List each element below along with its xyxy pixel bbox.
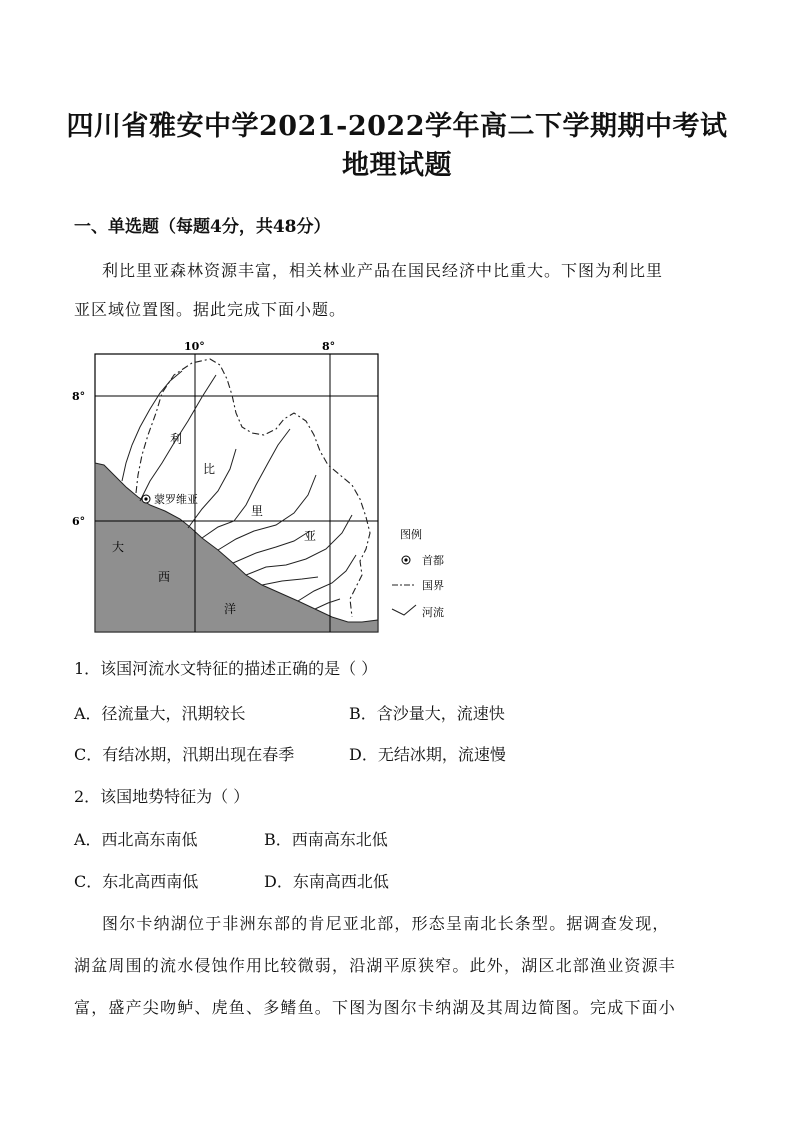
ocean-char-yang: 洋 bbox=[224, 602, 237, 616]
legend-capital-label: 首都 bbox=[422, 554, 444, 567]
intro1-line1: 利比里亚森林资源丰富，相关林业产品在国民经济中比重大。下图为利比里 bbox=[102, 261, 664, 280]
document-title-line2: 地理试题 bbox=[342, 150, 452, 181]
question-1-option-c[interactable]: C．有结冰期，汛期出现在春季 bbox=[74, 745, 295, 764]
question-2-option-a[interactable]: A．西北高东南低 bbox=[74, 830, 198, 849]
question-2-option-d[interactable]: D．东南高西北低 bbox=[264, 872, 389, 891]
country-char-li2: 里 bbox=[251, 504, 264, 518]
liberia-location-map bbox=[70, 335, 470, 640]
intro1-line2: 亚区域位置图。据此完成下面小题。 bbox=[74, 300, 347, 319]
country-char-bi: 比 bbox=[203, 462, 216, 476]
legend-river-symbol bbox=[392, 605, 416, 615]
legend-capital-symbol-inner bbox=[404, 558, 407, 561]
question-1-option-d[interactable]: D．无结冰期，流速慢 bbox=[349, 745, 506, 764]
lat-label-6: 6° bbox=[72, 515, 86, 528]
intro2-line1: 图尔卡纳湖位于非洲东部的肯尼亚北部，形态呈南北长条型。据调查发现， bbox=[102, 914, 670, 933]
country-char-ya: 亚 bbox=[304, 529, 317, 543]
question-1-option-b[interactable]: B．含沙量大，流速快 bbox=[349, 704, 505, 723]
question-1-option-a[interactable]: A．径流量大，汛期较长 bbox=[74, 704, 246, 723]
country-char-li: 利 bbox=[170, 432, 183, 446]
question-1-stem: 1．该国河流水文特征的描述正确的是（ ） bbox=[74, 659, 378, 678]
section-heading: 一、单选题（每题4分，共48分） bbox=[74, 217, 331, 237]
legend-title: 图例 bbox=[400, 528, 422, 541]
intro2-line3: 富，盛产尖吻鲈、虎鱼、多鳍鱼。下图为图尔卡纳湖及其周边简图。完成下面小 bbox=[74, 998, 677, 1017]
capital-label: 蒙罗维亚 bbox=[154, 493, 198, 506]
lon-label-10: 10° bbox=[184, 340, 205, 353]
ocean-char-da: 大 bbox=[112, 540, 125, 554]
question-2-option-b[interactable]: B．西南高东北低 bbox=[264, 830, 388, 849]
document-title-line1: 四川省雅安中学2021-2022学年高二下学期期中考试 bbox=[66, 111, 728, 142]
ocean-char-xi: 西 bbox=[158, 570, 171, 584]
legend-border-label: 国界 bbox=[422, 579, 444, 592]
intro2-line2: 湖盆周围的流水侵蚀作用比较微弱，沿湖平原狭窄。此外，湖区北部渔业资源丰 bbox=[74, 956, 677, 975]
question-2-option-c[interactable]: C．东北高西南低 bbox=[74, 872, 199, 891]
legend-river-label: 河流 bbox=[422, 606, 444, 619]
lon-label-8: 8° bbox=[322, 340, 336, 353]
question-2-stem: 2．该国地势特征为（ ） bbox=[74, 787, 250, 806]
capital-symbol-inner bbox=[144, 497, 147, 500]
lat-label-8: 8° bbox=[72, 390, 86, 403]
ocean-area bbox=[95, 463, 378, 632]
